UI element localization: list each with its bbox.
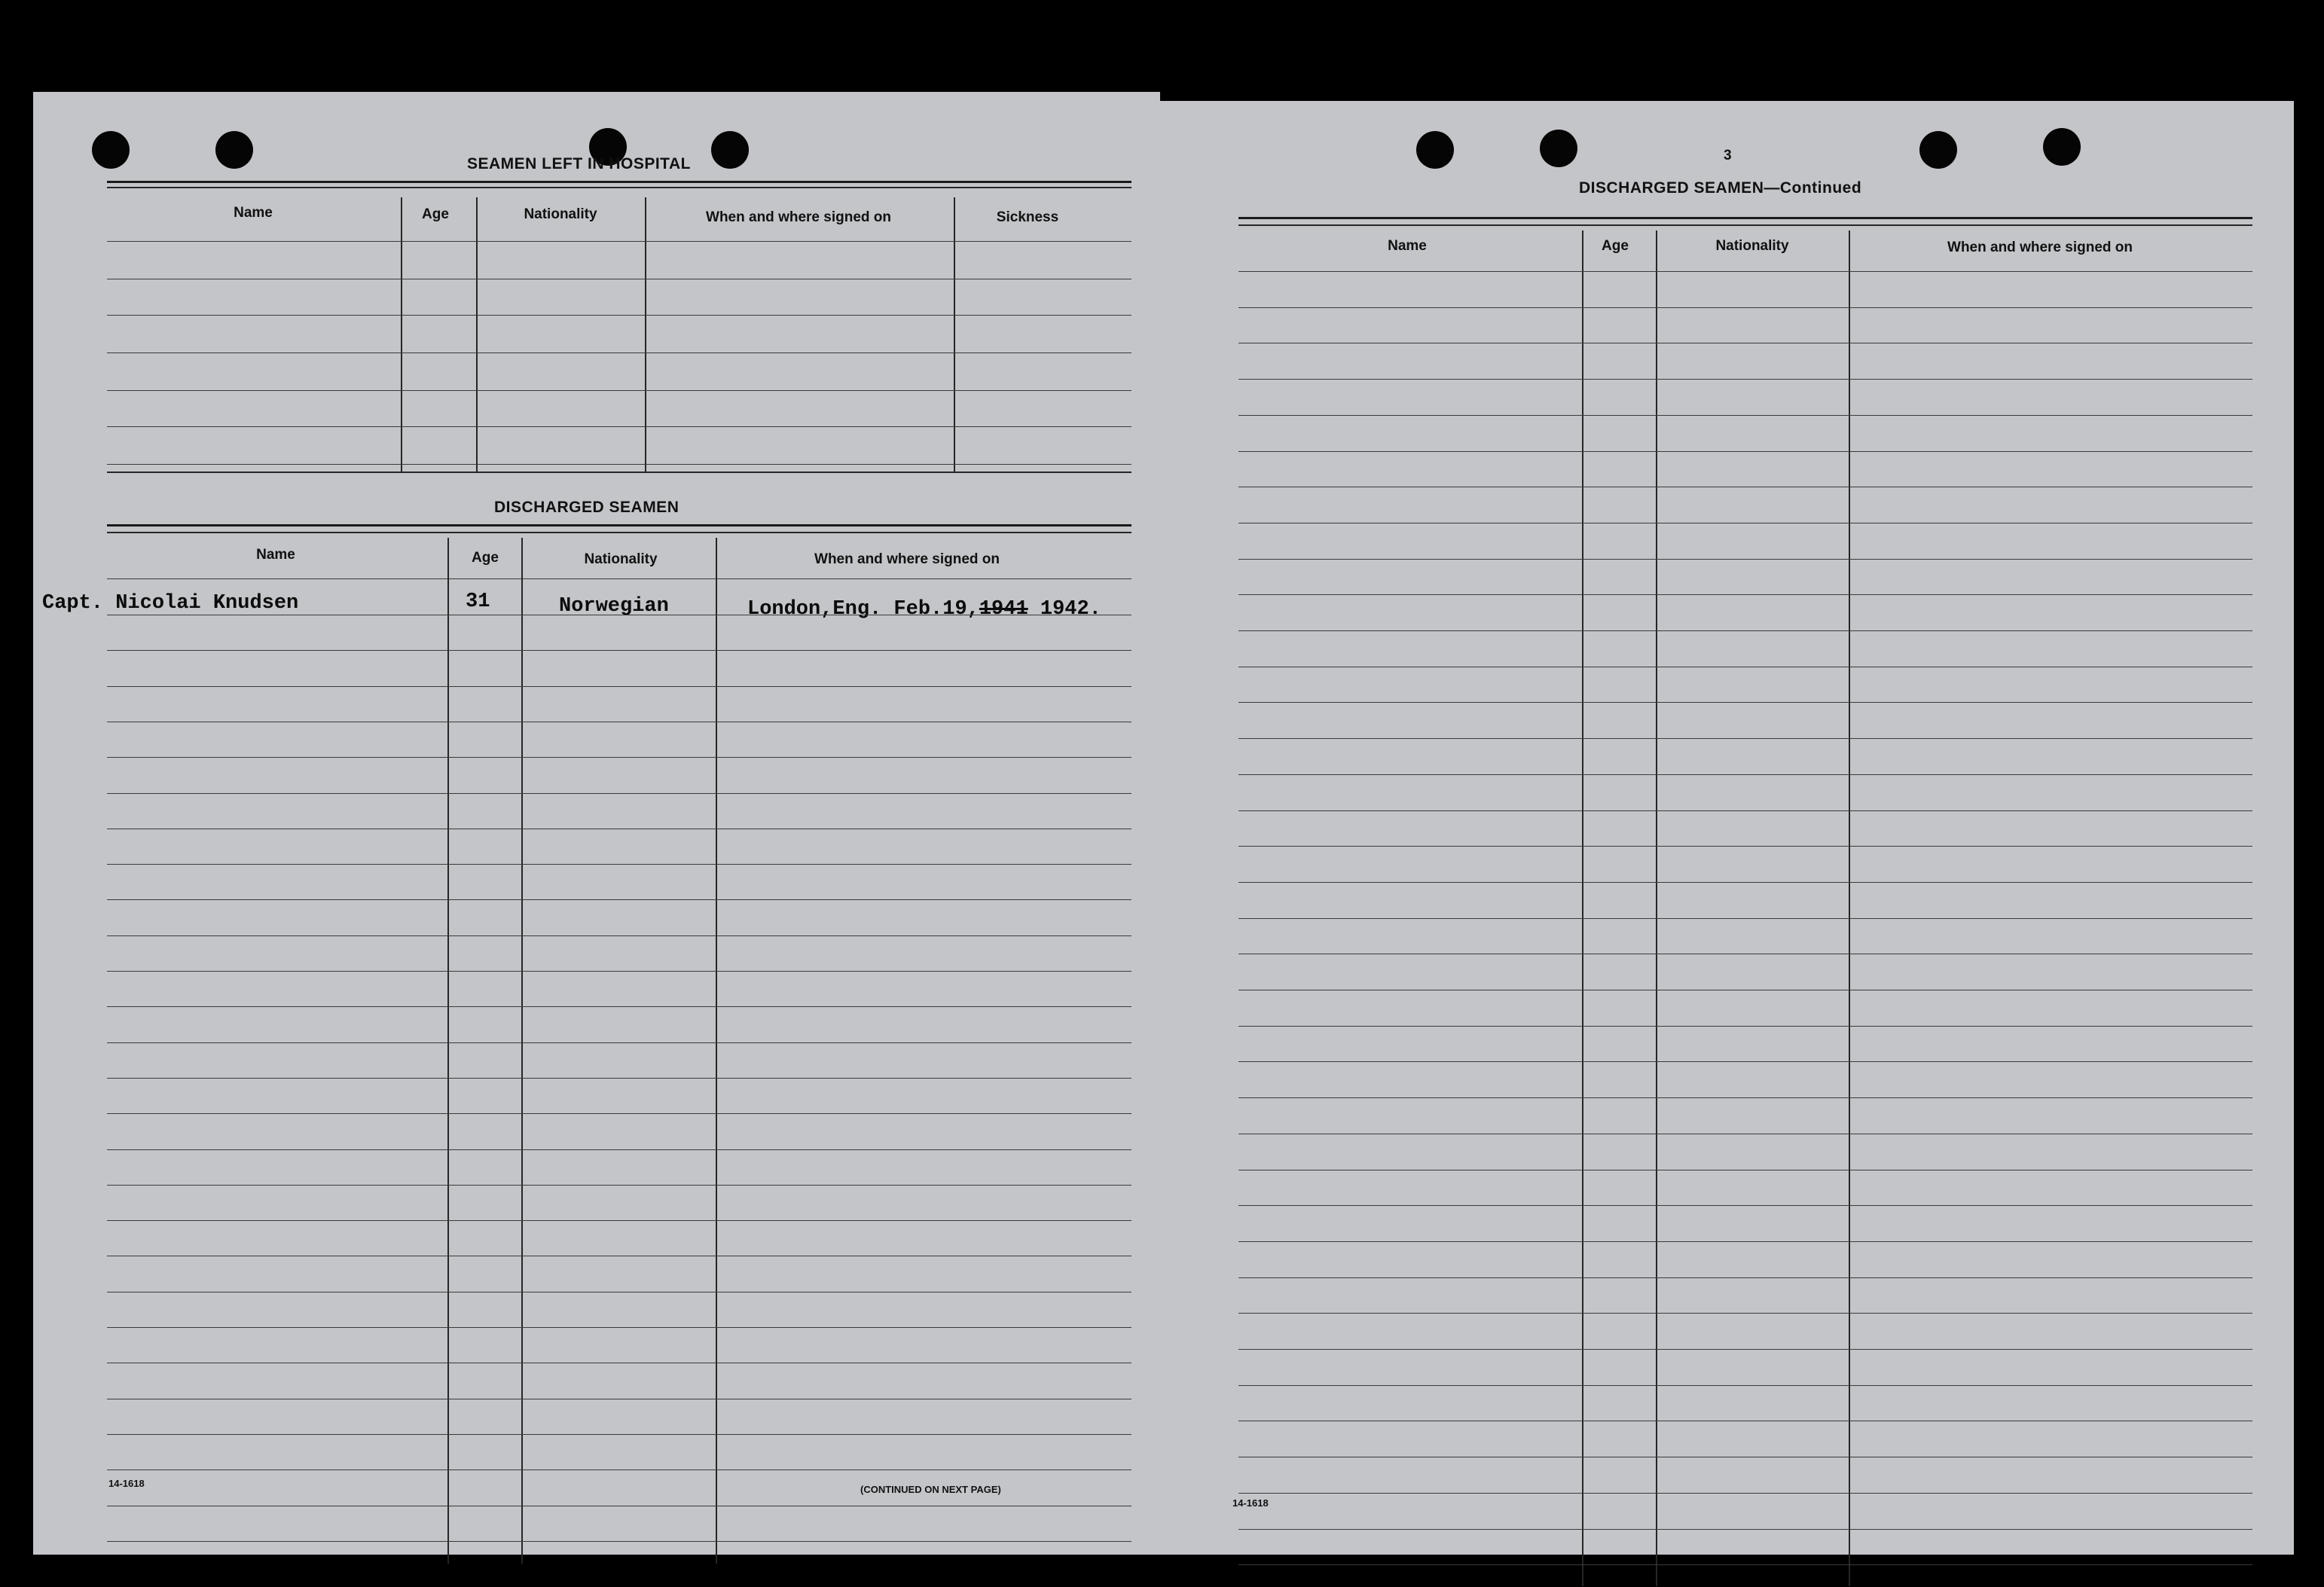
row-rule — [107, 899, 1131, 900]
discharged-col-nationality: Nationality — [584, 551, 658, 567]
row-rule — [1238, 774, 2252, 775]
row-rule — [107, 1006, 1131, 1007]
rule — [107, 524, 1131, 526]
row-rule — [1238, 415, 2252, 416]
hospital-col-name: Name — [234, 205, 273, 221]
row-rule — [1238, 307, 2252, 308]
column-divider — [1656, 230, 1657, 1586]
continued-col-age: Age — [1602, 238, 1629, 254]
row-rule — [107, 935, 1131, 936]
row-rule — [1238, 271, 2252, 272]
row-rule — [1238, 882, 2252, 883]
column-divider — [1849, 230, 1850, 1586]
column-divider — [954, 197, 955, 472]
row-rule — [1238, 1313, 2252, 1314]
binder-hole — [711, 131, 749, 169]
hospital-col-age: Age — [422, 206, 449, 222]
seaman-age: 31 — [466, 591, 490, 613]
row-rule — [1238, 1277, 2252, 1278]
row-rule — [1238, 810, 2252, 811]
row-rule — [1238, 918, 2252, 919]
seaman-nationality: Norwegian — [559, 595, 669, 618]
binder-hole — [92, 131, 130, 169]
row-rule — [107, 650, 1131, 651]
row-rule — [107, 352, 1131, 353]
row-rule — [107, 241, 1131, 242]
form-number: 14-1618 — [1232, 1497, 1269, 1509]
row-rule — [107, 315, 1131, 316]
discharged-col-signed-on: When and where signed on — [814, 551, 1000, 567]
hospital-section-title: SEAMEN LEFT IN HOSPITAL — [467, 155, 691, 172]
column-divider — [1582, 230, 1583, 1586]
row-rule — [107, 1078, 1131, 1079]
seaman-name: Capt. Nicolai Knudsen — [42, 592, 299, 615]
struck-year: 1941 — [979, 598, 1028, 621]
binder-hole — [2043, 128, 2081, 166]
discharged-col-age: Age — [472, 550, 499, 566]
row-rule — [1238, 1529, 2252, 1530]
continued-section-title: DISCHARGED SEAMEN—Continued — [1579, 179, 1862, 197]
discharged-col-name: Name — [256, 547, 295, 563]
continued-note: (CONTINUED ON NEXT PAGE) — [860, 1484, 1001, 1495]
row-rule — [107, 1185, 1131, 1186]
row-rule — [107, 757, 1131, 758]
binder-hole — [215, 131, 253, 169]
row-rule — [107, 686, 1131, 687]
rule — [107, 187, 1131, 188]
continued-col-name: Name — [1388, 238, 1427, 254]
row-rule — [1238, 379, 2252, 380]
right-form-page — [1154, 101, 2294, 1555]
rule — [107, 532, 1131, 533]
row-rule — [1238, 1349, 2252, 1350]
row-rule — [107, 1327, 1131, 1328]
row-rule — [1238, 846, 2252, 847]
row-rule — [1238, 1205, 2252, 1206]
page-number: 3 — [1724, 148, 1733, 163]
row-rule — [1238, 1061, 2252, 1062]
row-rule — [1238, 738, 2252, 739]
continued-col-nationality: Nationality — [1715, 238, 1789, 254]
row-rule — [107, 1541, 1131, 1542]
row-rule — [1238, 559, 2252, 560]
row-rule — [107, 1149, 1131, 1150]
form-number: 14-1618 — [108, 1478, 145, 1489]
row-rule — [107, 971, 1131, 972]
discharged-section-title: DISCHARGED SEAMEN — [494, 499, 679, 516]
row-rule — [107, 390, 1131, 391]
row-rule — [107, 426, 1131, 427]
left-form-page — [33, 92, 1160, 1555]
row-rule — [107, 1220, 1131, 1221]
row-rule — [1238, 702, 2252, 703]
row-rule — [1238, 630, 2252, 631]
row-rule — [1238, 1564, 2252, 1565]
row-rule — [1238, 594, 2252, 595]
signed-on-year: 1942. — [1040, 598, 1101, 621]
column-divider — [447, 538, 449, 1564]
binder-hole — [1540, 130, 1577, 167]
row-rule — [107, 793, 1131, 794]
row-rule — [1238, 451, 2252, 452]
rule — [107, 181, 1131, 183]
hospital-col-nationality: Nationality — [524, 206, 597, 222]
row-rule — [1238, 1026, 2252, 1027]
row-rule — [107, 1434, 1131, 1435]
continued-col-signed-on: When and where signed on — [1947, 240, 2133, 255]
hospital-col-sickness: Sickness — [996, 209, 1059, 225]
row-rule — [107, 864, 1131, 865]
row-rule — [1238, 1385, 2252, 1386]
binder-hole — [1416, 131, 1454, 169]
binder-hole — [1919, 131, 1957, 169]
signed-on-place: London,Eng. Feb.19, — [747, 598, 979, 621]
row-rule — [1238, 1097, 2252, 1098]
hospital-col-signed-on: When and where signed on — [706, 209, 891, 225]
seaman-signed-on — [747, 598, 1101, 621]
column-divider — [716, 538, 717, 1564]
row-rule — [1238, 1493, 2252, 1494]
rule — [1238, 217, 2252, 219]
row-rule — [107, 1042, 1131, 1043]
row-rule — [107, 578, 1131, 579]
column-divider — [645, 197, 646, 472]
column-divider — [521, 538, 523, 1564]
column-divider — [476, 197, 478, 472]
column-divider — [401, 197, 402, 472]
rule — [107, 472, 1131, 473]
row-rule — [107, 1113, 1131, 1114]
row-rule — [107, 464, 1131, 465]
row-rule — [1238, 1241, 2252, 1242]
rule — [1238, 224, 2252, 226]
